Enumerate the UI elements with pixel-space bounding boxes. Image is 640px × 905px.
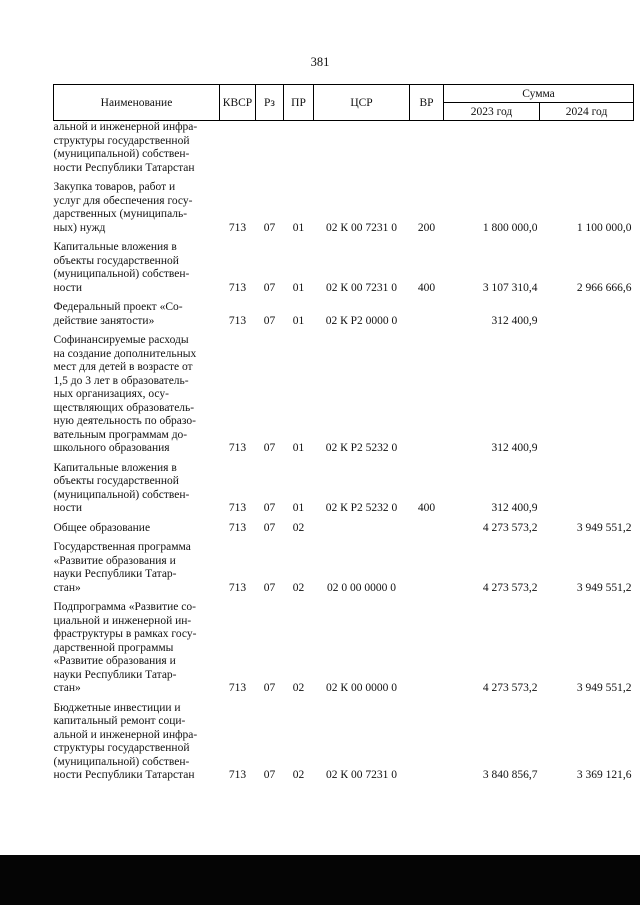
cell-sum-2024: 3 949 551,2 xyxy=(576,682,632,694)
cell-name-line: «Развитие образования и xyxy=(53,655,176,667)
cell-name-line: (муниципальной) собствен- xyxy=(53,148,190,160)
cell-pr: 02 xyxy=(292,581,305,594)
cell-pr: 02 xyxy=(292,769,305,781)
cell-name-line: стан» xyxy=(53,581,81,594)
cell-pr: 02 xyxy=(292,521,305,534)
cell-name-line: ности Республики Татарстан xyxy=(53,769,195,781)
table-row xyxy=(54,241,634,295)
cell-name-line: науки Республики Татар- xyxy=(53,668,177,681)
cell-name xyxy=(54,601,220,696)
header-sum: Сумма xyxy=(444,85,634,103)
cell-name xyxy=(54,121,220,176)
cell-rz: 07 xyxy=(263,314,276,327)
cell-kvsr: 713 xyxy=(228,442,247,454)
cell-csr: 02 К 00 7231 0 xyxy=(326,769,397,781)
cell-name-line: (муниципальной) собствен- xyxy=(53,488,190,501)
cell-sum-2024 xyxy=(540,121,634,176)
cell-sum-2024 xyxy=(540,301,634,328)
cell-name xyxy=(54,334,220,456)
cell-kvsr: 713 xyxy=(228,521,247,534)
cell-name-line: Капитальные вложения в xyxy=(53,241,177,253)
cell-kvsr: 713 xyxy=(228,281,247,294)
cell-sum-2023: 4 273 573,2 xyxy=(482,521,538,534)
cell-kvsr: 713 xyxy=(228,221,247,234)
cell-name-line: на создание дополнительных xyxy=(53,347,197,360)
cell-pr: 02 xyxy=(292,682,305,694)
cell-name xyxy=(54,522,220,536)
cell-vr: 400 xyxy=(417,502,436,514)
cell-name-line: Государственная программа xyxy=(53,541,191,553)
cell-name-line: (муниципальной) собствен- xyxy=(53,268,190,280)
cell-sum-2023 xyxy=(444,121,540,176)
cell-name-line: Федеральный проект «Со- xyxy=(53,301,183,313)
cell-sum-2024 xyxy=(540,334,634,456)
cell-name-line: стан» xyxy=(53,682,81,694)
cell-csr xyxy=(314,522,410,536)
cell-name-line: Софинансируемые расходы xyxy=(53,334,189,346)
cell-name-line: вательным программам до- xyxy=(53,428,188,441)
cell-pr: 01 xyxy=(292,442,305,454)
cell-rz: 07 xyxy=(263,769,276,781)
cell-name-line: структуры государственной xyxy=(53,134,190,147)
cell-kvsr: 713 xyxy=(228,581,247,594)
cell-name xyxy=(54,241,220,295)
cell-name xyxy=(54,541,220,595)
cell-name-line: Капитальные вложения в xyxy=(53,461,177,474)
header-name: Наименование xyxy=(54,85,220,121)
cell-vr xyxy=(410,301,444,328)
cell-name-line: ности xyxy=(53,281,82,294)
cell-rz: 07 xyxy=(263,442,276,454)
cell-name-line: ных организациях, осу- xyxy=(53,388,169,400)
table-row xyxy=(54,334,634,456)
header-kvsr: КВСР xyxy=(220,85,256,121)
cell-rz: 07 xyxy=(263,221,276,234)
cell-name-line: Подпрограмма «Развитие со- xyxy=(53,601,196,613)
cell-name-line: ную деятельность по образо- xyxy=(53,415,196,427)
cell-csr: 02 0 00 0000 0 xyxy=(327,581,396,594)
header-vr: ВР xyxy=(410,85,444,121)
cell-name-line: альной и инженерной инфра- xyxy=(53,121,198,133)
cell-sum-2024: 3 949 551,2 xyxy=(576,581,632,594)
cell-name-line: Закупка товаров, работ и xyxy=(53,181,176,193)
cell-rz xyxy=(256,121,284,176)
cell-vr xyxy=(410,541,444,595)
header-year-2023: 2023 год xyxy=(444,103,540,121)
cell-csr: 02 К 00 0000 0 xyxy=(326,682,397,694)
cell-kvsr: 713 xyxy=(228,314,247,327)
cell-name-line: ных) нужд xyxy=(53,221,106,234)
cell-rz: 07 xyxy=(263,281,276,294)
cell-sum-2024: 3 369 121,6 xyxy=(576,769,632,781)
cell-kvsr xyxy=(220,121,256,176)
cell-name xyxy=(54,301,220,328)
cell-pr: 01 xyxy=(292,502,305,514)
cell-name-line: объекты государственной xyxy=(53,475,179,487)
cell-vr xyxy=(410,121,444,176)
cell-kvsr: 713 xyxy=(228,502,247,514)
cell-name-line: дарственных (муниципаль- xyxy=(53,208,188,220)
cell-vr: 400 xyxy=(417,281,436,294)
cell-sum-2023: 3 840 856,7 xyxy=(482,769,538,781)
cell-sum-2023: 4 273 573,2 xyxy=(482,581,538,594)
table-header xyxy=(54,85,634,121)
cell-sum-2024: 3 949 551,2 xyxy=(576,521,632,534)
table-row xyxy=(54,601,634,696)
cell-pr: 01 xyxy=(292,281,305,294)
cell-name-line: дарственной программы xyxy=(53,641,174,654)
cell-name xyxy=(54,462,220,516)
cell-name xyxy=(54,702,220,783)
cell-pr: 01 xyxy=(292,221,305,234)
header-pr: ПР xyxy=(284,85,314,121)
cell-sum-2023: 312 400,9 xyxy=(491,314,538,327)
cell-name-line: ществляющих образователь- xyxy=(53,401,195,414)
cell-sum-2023: 1 800 000,0 xyxy=(482,221,538,234)
page-number: 381 xyxy=(310,55,330,69)
cell-vr xyxy=(410,601,444,696)
cell-name-line: школьного образования xyxy=(53,442,170,454)
cell-vr xyxy=(410,702,444,783)
cell-name-line: действие занятости» xyxy=(53,314,155,327)
cell-rz: 07 xyxy=(263,581,276,594)
cell-rz: 07 xyxy=(263,521,276,534)
scan-edge-bar xyxy=(0,855,640,905)
cell-name-line: объекты государственной xyxy=(53,254,179,267)
table-row xyxy=(54,301,634,328)
cell-csr: 02 К 00 7231 0 xyxy=(326,221,397,234)
cell-sum-2024 xyxy=(540,462,634,516)
cell-name-line: мест для детей в возрасте от xyxy=(53,361,193,373)
cell-sum-2024: 2 966 666,6 xyxy=(576,281,632,294)
cell-name-line: структуры государственной xyxy=(53,742,190,754)
cell-vr xyxy=(410,522,444,536)
cell-csr: 02 К Р2 5232 0 xyxy=(325,442,398,454)
cell-name-line: науки Республики Татар- xyxy=(53,568,177,580)
cell-name-line: (муниципальной) собствен- xyxy=(53,755,190,768)
cell-name-line: Бюджетные инвестиции и xyxy=(53,701,181,714)
cell-pr xyxy=(284,121,314,176)
table-row xyxy=(54,462,634,516)
cell-vr xyxy=(410,334,444,456)
cell-name-line: альной и инженерной инфра- xyxy=(53,728,198,741)
header-rz: Рз xyxy=(256,85,284,121)
cell-vr: 200 xyxy=(417,221,436,234)
table-row xyxy=(54,522,634,536)
table-row xyxy=(54,121,634,176)
cell-name-line: циальной и инженерной ин- xyxy=(53,614,192,627)
cell-sum-2023: 3 107 310,4 xyxy=(482,281,538,294)
table-body xyxy=(54,121,634,783)
cell-kvsr: 713 xyxy=(228,769,247,781)
cell-pr: 01 xyxy=(292,314,305,327)
table-row xyxy=(54,181,634,235)
cell-sum-2023: 312 400,9 xyxy=(491,502,538,514)
cell-name-line: ности Республики Татарстан xyxy=(53,161,195,174)
cell-name-line: 1,5 до 3 лет в образователь- xyxy=(53,374,189,387)
cell-rz: 07 xyxy=(263,682,276,694)
header-csr: ЦСР xyxy=(314,85,410,121)
cell-kvsr: 713 xyxy=(228,682,247,694)
cell-name-line: фраструктуры в рамках госу- xyxy=(53,628,197,640)
header-year-2024: 2024 год xyxy=(540,103,634,121)
cell-name xyxy=(54,181,220,235)
table-row xyxy=(54,702,634,783)
cell-name-line: услуг для обеспечения госу- xyxy=(53,194,193,207)
cell-name-line: «Развитие образования и xyxy=(53,554,176,567)
cell-name-line: капитальный ремонт соци- xyxy=(53,715,186,727)
cell-csr: 02 К 00 7231 0 xyxy=(326,281,397,294)
cell-sum-2024: 1 100 000,0 xyxy=(576,221,632,234)
table-row xyxy=(54,541,634,595)
cell-name-line: ности xyxy=(53,502,82,514)
cell-sum-2023: 312 400,9 xyxy=(491,442,538,454)
cell-sum-2023: 4 273 573,2 xyxy=(482,682,538,694)
budget-table xyxy=(53,84,633,783)
cell-csr: 02 К Р2 5232 0 xyxy=(325,502,398,514)
cell-rz: 07 xyxy=(263,502,276,514)
cell-csr: 02 К Р2 0000 0 xyxy=(325,314,398,327)
cell-name-line: Общее образование xyxy=(53,521,151,534)
cell-csr xyxy=(314,121,410,176)
